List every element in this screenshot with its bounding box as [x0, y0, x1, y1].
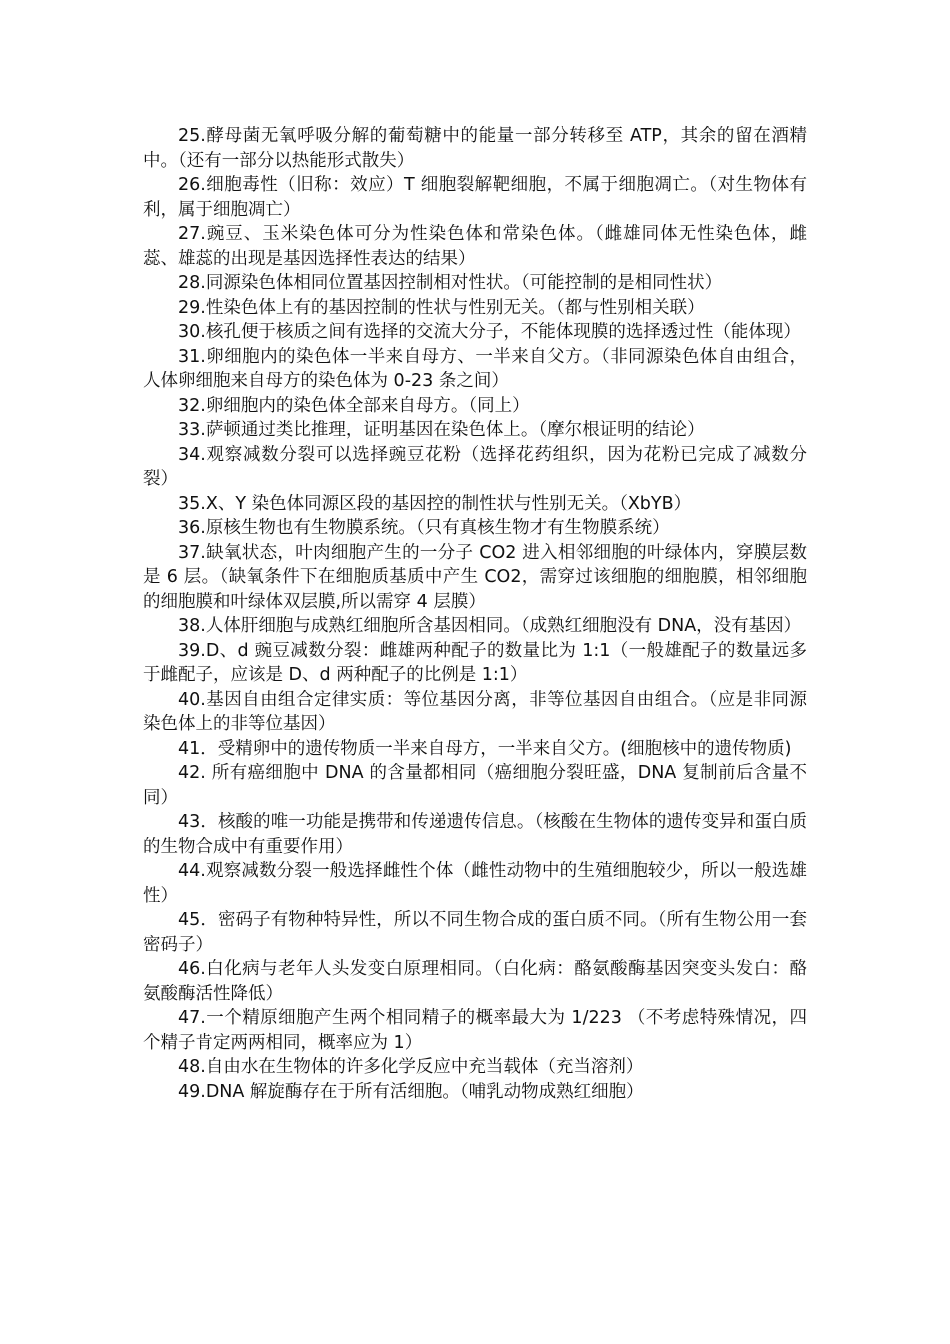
list-item: 30.核孔便于核质之间有选择的交流大分子，不能体现膜的选择透过性（能体现）	[178, 322, 801, 342]
list-item: 48.自由水在生物体的许多化学反应中充当载体（充当溶剂）	[178, 1057, 644, 1077]
list-item: 28.同源染色体相同位置基因控制相对性状。（可能控制的是相同性状）	[178, 273, 723, 293]
list-item: 25.酵母菌无氧呼吸分解的葡萄糖中的能量一部分转移至 ATP，其余的留在酒精中。（还有一部分以热能形式散失）	[143, 126, 807, 171]
list-item: 36.原核生物也有生物膜系统。（只有真核生物才有生物膜系统）	[178, 518, 670, 538]
list-item: 29.性染色体上有的基因控制的性状与性别无关。（都与性别相关联）	[178, 297, 705, 318]
list-item: 32.卵细胞内的染色体全部来自母方。（同上）	[178, 395, 530, 416]
list-item: 31.卵细胞内的染色体一半来自母方、一半来自父方。（非同源染色体自由组合，人体卵细胞来自母方的染色体为 0-23 条之间）	[143, 346, 807, 391]
list-item: 33.萨顿通过类比推理，证明基因在染色体上。（摩尔根证明的结论）	[178, 420, 705, 440]
list-item: 46.白化病与老年人头发变白原理相同。（白化病：酪氨酸酶基因突变头发白：酪氨酸酶活性降低）	[143, 959, 807, 1004]
list-item: 45．密码子有物种特异性，所以不同生物合成的蛋白质不同。（所有生物公用一套密码子）	[143, 910, 807, 955]
list-item: 35.X、Y 染色体同源区段的基因控的制性状与性别无关。（XbYB）	[178, 493, 692, 514]
list-item: 38.人体肝细胞与成熟红细胞所含基因相同。（成熟红细胞没有 DNA，没有基因）	[178, 616, 802, 636]
list-item: 39.D、d 豌豆减数分裂：雌雄两种配子的数量比为 1:1（一般雄配子的数量远多于雌配子，应该是 D、d 两种配子的比例是 1:1）	[143, 640, 807, 685]
list-item: 44.观察减数分裂一般选择雌性个体（雌性动物中的生殖细胞较少，所以一般选雄性）	[143, 861, 807, 906]
list-item: 41．受精卵中的遗传物质一半来自母方，一半来自父方。(细胞核中的遗传物质)	[178, 738, 792, 759]
list-item: 49.DNA 解旋酶存在于所有活细胞。（哺乳动物成熟红细胞）	[178, 1081, 644, 1102]
list-item: 37.缺氧状态，叶肉细胞产生的一分子 CO2 进入相邻细胞的叶绿体内，穿膜层数是 6 层。（缺氧条件下在细胞质基质中产生 CO2，需穿过该细胞的细胞膜，相邻细胞的细胞膜和叶绿体双层膜,所以需穿 4 层膜）	[143, 542, 807, 612]
list-item: 27.豌豆、玉米染色体可分为性染色体和常染色体。（雌雄同体无性染色体，雌蕊、雄蕊的出现是基因选择性表达的结果）	[143, 224, 807, 269]
list-item: 43．核酸的唯一功能是携带和传递遗传信息。（核酸在生物体的遗传变异和蛋白质的生物合成中有重要作用）	[143, 812, 807, 857]
list-item: 34.观察减数分裂可以选择豌豆花粉（选择花药组织，因为花粉已完成了减数分裂）	[143, 444, 807, 489]
list-item: 40.基因自由组合定律实质：等位基因分离，非等位基因自由组合。（应是非同源染色体上的非等位基因）	[143, 689, 807, 734]
list-item: 42. 所有癌细胞中 DNA 的含量都相同（癌细胞分裂旺盛，DNA 复制前后含量不同）	[143, 763, 807, 808]
list-item: 26.细胞毒性（旧称：效应）T 细胞裂解靶细胞，不属于细胞凋亡。（对生物体有利，属于细胞凋亡）	[143, 175, 807, 220]
document-body	[143, 124, 807, 1104]
list-item: 47.一个精原细胞产生两个相同精子的概率最大为 1/223 （不考虑特殊情况，四个精子肯定两两相同，概率应为 1）	[143, 1008, 807, 1053]
